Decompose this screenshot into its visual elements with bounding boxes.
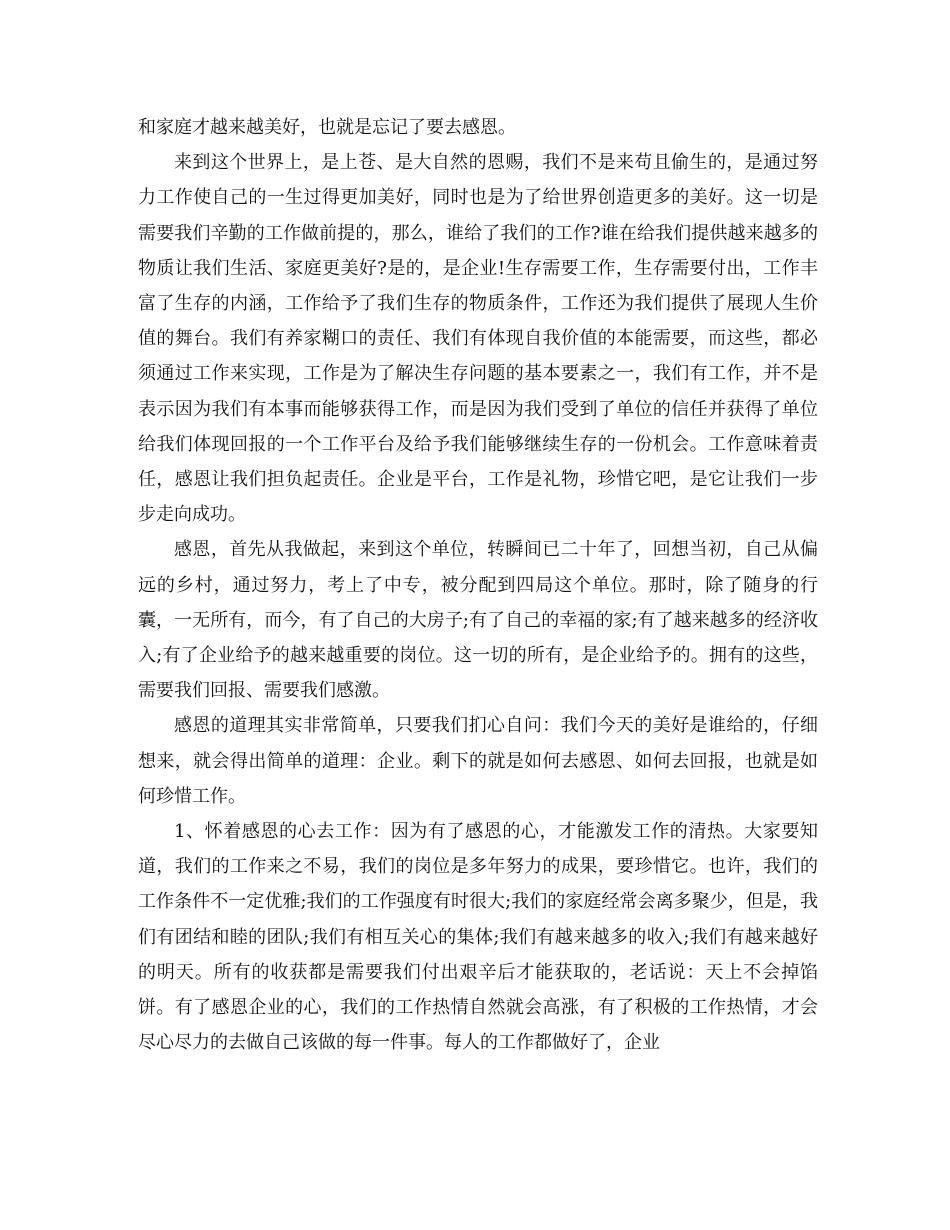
paragraph-1: 和家庭才越来越美好，也就是忘记了要去感恩。 xyxy=(138,117,516,138)
document-body xyxy=(138,110,818,1060)
paragraph-2: 来到这个世界上，是上苍、是大自然的恩赐，我们不是来苟且偷生的，是通过努力工作使自己的一生过得更加美好，同时也是为了给世界创造更多的美好。这一切是需要我们辛勤的工作做前提的，那么，谁给了我们的工作?谁在给我们提供越来越多的物质让我们生活、家庭更美好?是的，是企业!生存需要工作，生存需要付出，工作丰富了生存的内涵，工作给予了我们生存的物质条件，工作还为我们提供了展现人生价值的舞台。我们有养家糊口的责任、我们有体现自我价值的本能需要，而这些，都必须通过工作来实现，工作是为了解决生存问题的基本要素之一，我们有工作，并不是表示因为我们有本事而能够获得工作，而是因为我们受到了单位的信任并获得了单位给我们体现回报的一个工作平台及给予我们能够继续生存的一份机会。工作意味着责任，感恩让我们担负起责任。企业是平台，工作是礼物，珍惜它吧，是它让我们一步步走向成功。 xyxy=(138,152,818,526)
paragraph-4: 感恩的道理其实非常简单，只要我们扪心自问：我们今天的美好是谁给的，仔细想来，就会得出简单的道理：企业。剩下的就是如何去感恩、如何去回报，也就是如何珍惜工作。 xyxy=(138,715,818,807)
paragraph-5: 1、怀着感恩的心去工作：因为有了感恩的心，才能激发工作的清热。大家要知道，我们的工作来之不易，我们的岗位是多年努力的成果，要珍惜它。也许，我们的工作条件不一定优雅;我们的工作强度有时很大;我们的家庭经常会离多聚少，但是，我们有团结和睦的团队;我们有相互关心的集体;我们有越来越多的收入;我们有越来越好的明天。所有的收获都是需要我们付出艰辛后才能获取的，老话说：天上不会掉馅饼。有了感恩企业的心，我们的工作热情自然就会高涨，有了积极的工作热情，才会尽心尽力的去做自己该做的每一件事。每人的工作都做好了，企业 xyxy=(138,821,818,1054)
paragraph-3: 感恩，首先从我做起，来到这个单位，转瞬间已二十年了，回想当初，自己从偏远的乡村，通过努力，考上了中专，被分配到四局这个单位。那时，除了随身的行囊，一无所有，而今，有了自己的大房子;有了自己的幸福的家;有了越来越多的经济收入;有了企业给予的越来越重要的岗位。这一切的所有，是企业给予的。拥有的这些，需要我们回报、需要我们感激。 xyxy=(138,539,818,702)
